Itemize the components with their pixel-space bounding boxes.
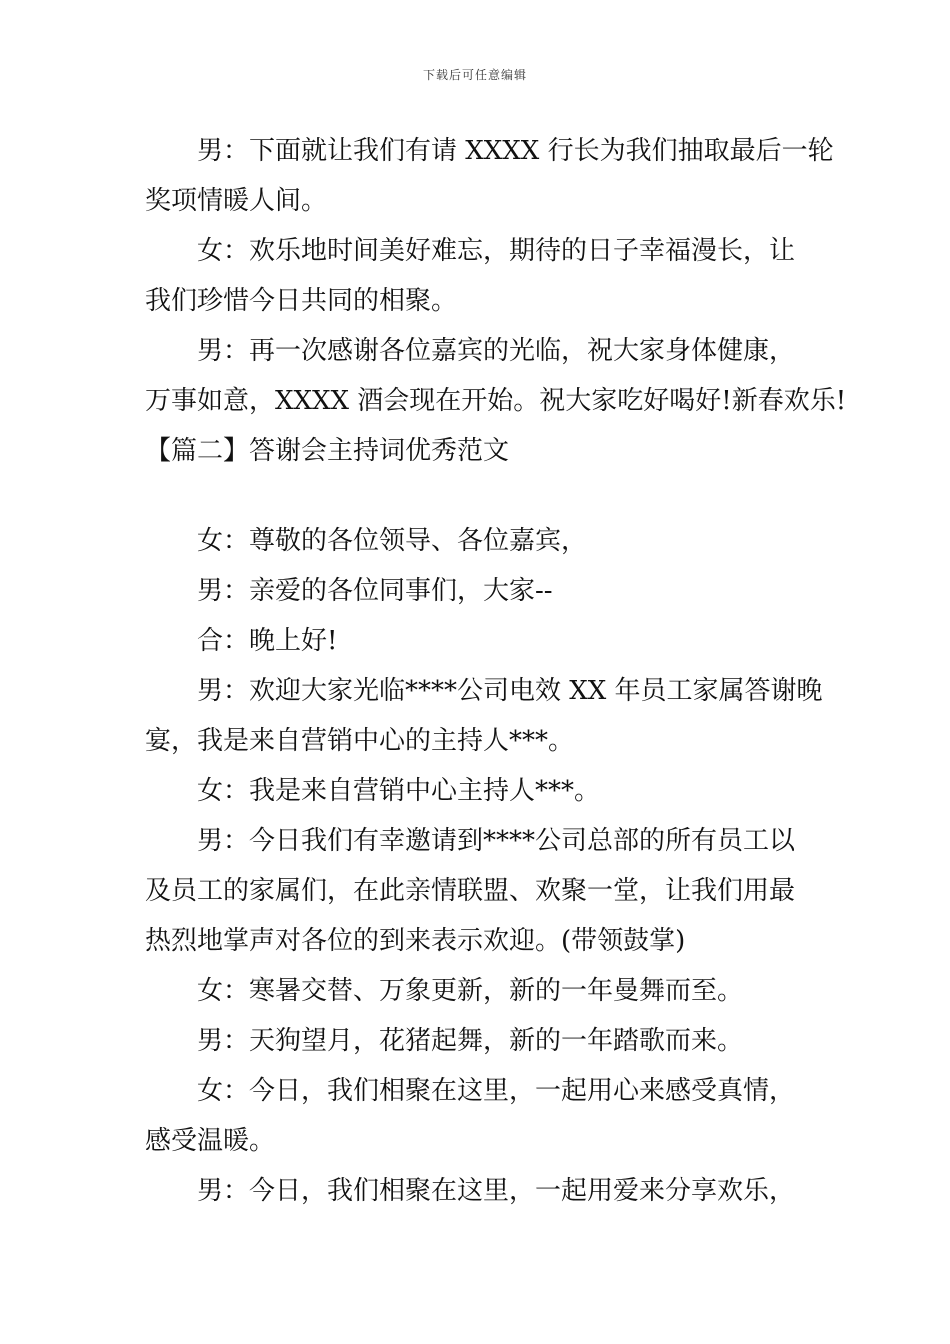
paragraph-line: 万事如意，XXXX 酒会现在开始。祝大家吃好喝好!新春欢乐!	[145, 386, 847, 416]
section-spacer	[145, 476, 817, 516]
paragraph-line: 男：再一次感谢各位嘉宾的光临，祝大家身体健康，	[197, 336, 796, 366]
paragraph-line: 男：今日我们有幸邀请到****公司总部的所有员工以	[197, 826, 796, 856]
paragraph-line: 女：今日，我们相聚在这里，一起用心来感受真情，	[197, 1076, 796, 1106]
page-header: 下载后可任意编辑	[422, 68, 527, 82]
paragraph-line: 感受温暖。	[145, 1126, 276, 1156]
paragraph-line: 男：亲爱的各位同事们，大家--	[197, 576, 553, 606]
paragraph-line: 男：今日，我们相聚在这里，一起用爱来分享欢乐，	[197, 1176, 796, 1206]
paragraph-line: 合：晚上好!	[197, 626, 338, 656]
paragraph-line: 女：尊敬的各位领导、各位嘉宾，	[197, 526, 588, 556]
paragraph-line: 男：欢迎大家光临****公司电效 XX 年员工家属答谢晚	[197, 676, 823, 706]
paragraph-line: 男：下面就让我们有请 XXXX 行长为我们抽取最后一轮	[197, 136, 834, 166]
paragraph-line: 我们珍惜今日共同的相聚。	[145, 286, 458, 316]
paragraph-line: 女：我是来自营销中心主持人***。	[197, 776, 601, 806]
paragraph-line: 热烈地掌声对各位的到来表示欢迎。(带领鼓掌)	[145, 926, 686, 956]
section-heading: 【篇二】答谢会主持词优秀范文	[145, 436, 510, 466]
paragraph-line: 奖项情暖人间。	[145, 186, 328, 216]
document-body	[145, 126, 847, 1216]
paragraph-line: 女：寒暑交替、万象更新，新的一年曼舞而至。	[197, 976, 744, 1006]
paragraph-line: 及员工的家属们，在此亲情联盟、欢聚一堂，让我们用最	[145, 876, 796, 906]
paragraph-line: 女：欢乐地时间美好难忘，期待的日子幸福漫长，让	[197, 236, 796, 266]
paragraph-line: 宴，我是来自营销中心的主持人***。	[145, 726, 575, 756]
paragraph-line: 男：天狗望月，花猪起舞，新的一年踏歌而来。	[197, 1026, 744, 1056]
